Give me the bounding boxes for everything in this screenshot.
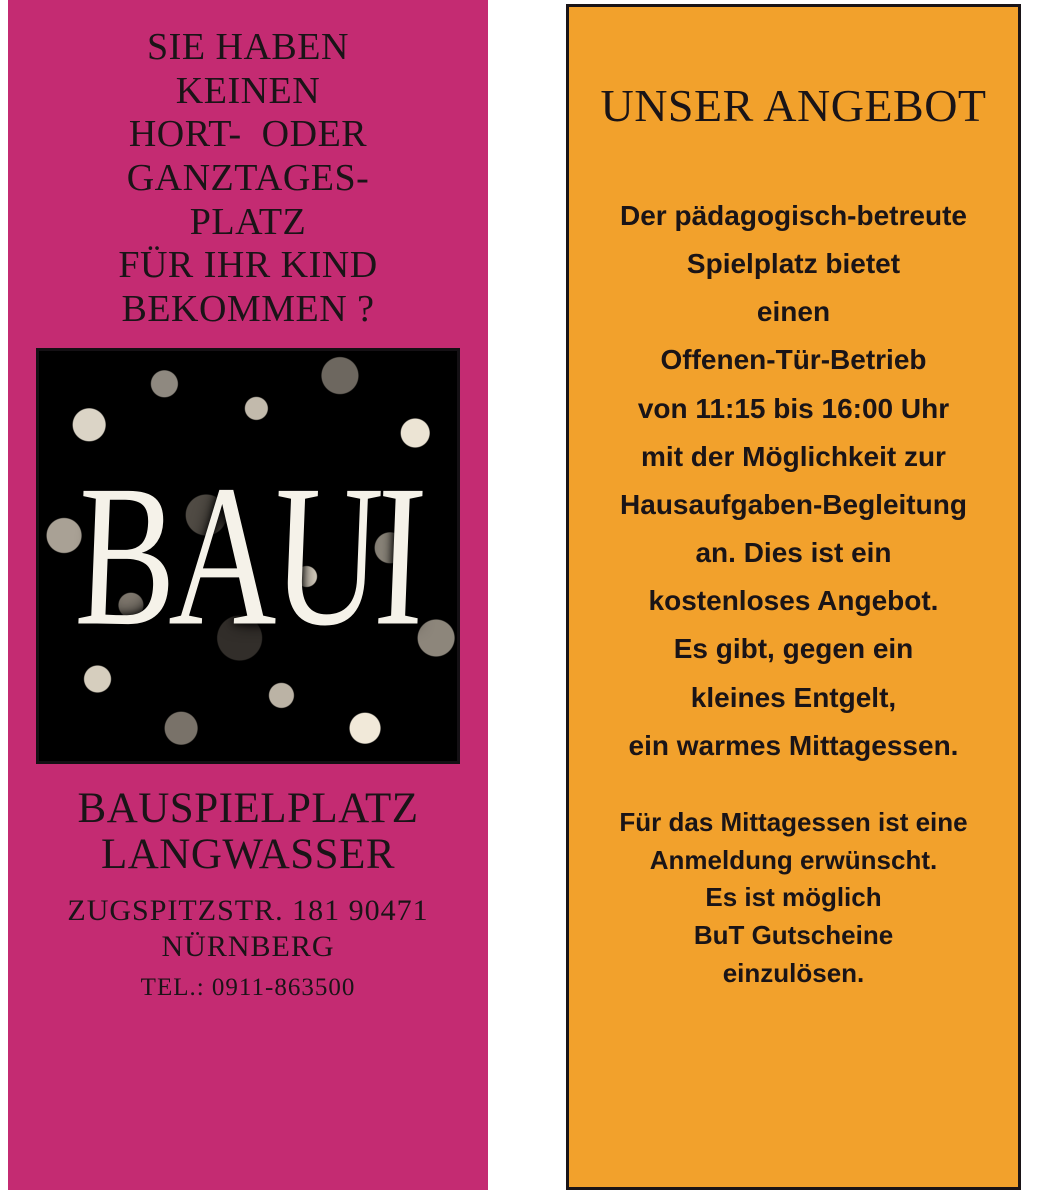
logo-text: BAUI	[72, 443, 424, 668]
offer-note	[579, 804, 1009, 992]
org-name-line: BAUSPIELPLATZ	[77, 784, 419, 832]
org-name-line: LANGWASSER	[100, 831, 396, 879]
offer-body-line: Der pädagogisch-betreute	[620, 200, 967, 231]
offer-body-line: von 11:15 bis 16:00 Uhr	[637, 392, 950, 424]
headline-line: BEKOMMEN ?	[121, 288, 375, 331]
headline-line: HORT- ODER	[128, 113, 368, 156]
offer-body-line: Hausaufgaben-Begleitung	[620, 488, 967, 520]
headline	[28, 26, 468, 332]
address-line: 90471 NÜRNBERG	[161, 893, 429, 964]
offer-body-line: kleines Entgelt,	[690, 681, 897, 713]
org-name	[8, 786, 488, 879]
offer-note-line: Anmeldung erwünscht.	[649, 844, 938, 875]
headline-line: FÜR IHR KIND	[118, 244, 378, 287]
offer-body-line: ein warmes Mittagessen.	[628, 729, 959, 761]
left-panel	[8, 0, 488, 1190]
headline-line: GANZTAGES-	[126, 157, 370, 200]
offer-note-line: einzulösen.	[722, 957, 865, 988]
offer-note-line: Es ist möglich	[705, 882, 882, 913]
offer-body-line: an. Dies ist ein	[695, 537, 892, 569]
offer-body	[579, 192, 1009, 770]
offer-title: UNSER ANGEBOT	[600, 80, 987, 131]
headline-line: PLATZ	[189, 200, 307, 243]
offer-body-line: einen	[756, 296, 831, 328]
logo-photo	[36, 348, 460, 764]
offer-body-line: mit der Möglichkeit zur	[641, 440, 946, 472]
offer-note-line: Für das Mittagessen ist eine	[619, 806, 968, 837]
address	[8, 893, 488, 966]
address-line: ZUGSPITZSTR. 181	[67, 893, 341, 927]
offer-body-line: kostenloses Angebot.	[648, 585, 939, 617]
offer-note-line: BuT Gutscheine	[693, 919, 894, 950]
headline-line: SIE HABEN	[147, 26, 349, 68]
offer-body-line: Es gibt, gegen ein	[673, 633, 914, 665]
offer-body-line: Offenen-Tür-Betrieb	[660, 344, 927, 376]
offer-body-line: Spielplatz bietet	[686, 248, 901, 280]
right-panel	[566, 4, 1021, 1190]
headline-line: KEINEN	[175, 69, 321, 112]
phone-number: TEL.: 0911-863500	[140, 973, 356, 1001]
